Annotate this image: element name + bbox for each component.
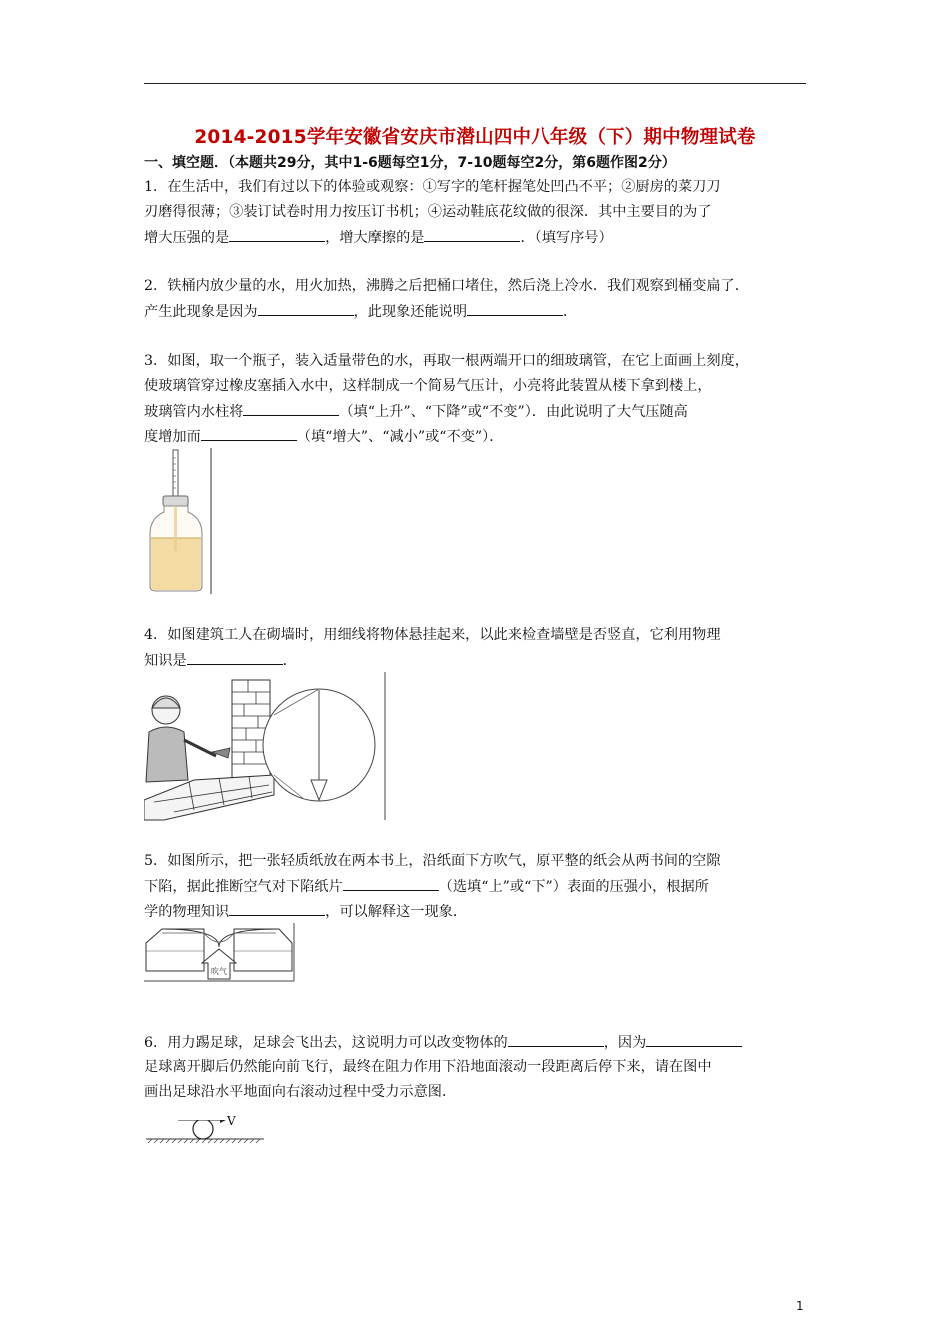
q5-text-a: 下陷，据此推断空气对下陷纸片	[144, 879, 343, 895]
q2-line1: 2．铁桶内放少量的水，用火加热，沸腾之后把桶口堵住，然后浇上冷水．我们观察到桶变扁了．	[144, 278, 749, 294]
q5-blank-2[interactable]	[229, 901, 325, 916]
ball-rolling-figure	[144, 1120, 266, 1146]
q3-line2: 使玻璃管穿过橡皮塞插入水中，这样制成一个简易气压计，小亮将此装置从楼下拿到楼上，	[144, 378, 712, 394]
q1-text-b: ，增大摩擦的是	[325, 230, 425, 246]
q4-text-a: 知识是	[144, 653, 187, 669]
bricklayer-plumb-figure	[144, 670, 389, 822]
q2-text-a: 产生此现象是因为	[144, 304, 258, 320]
q3-blank-2[interactable]	[201, 426, 297, 441]
header-rule	[144, 83, 806, 84]
q5-line1: 5．如图所示，把一张轻质纸放在两本书上，沿纸面下方吹气，原平整的纸会从两书间的空隙	[144, 853, 721, 869]
q6-line1	[144, 1032, 742, 1053]
q5-line2	[144, 876, 709, 897]
q1-line2: 刃磨得很薄；③装订试卷时用力按压订书机；④运动鞋底花纹做的很深．其中主要目的为了	[144, 204, 712, 220]
q1-text-a: 增大压强的是	[144, 230, 230, 246]
q1-blank-2[interactable]	[424, 227, 520, 242]
q5-text-b: （选填“上”或“下”）表面的压强小，根据所	[438, 879, 709, 895]
q3-text-b: （填“上升”、“下降”或“不变”）．由此说明了大气压随高	[339, 404, 688, 420]
q3-text-a: 玻璃管内水柱将	[144, 404, 244, 420]
blow-air-label: 吹气	[211, 967, 227, 976]
q2-blank-2[interactable]	[467, 301, 563, 316]
q6-blank-1[interactable]	[508, 1032, 604, 1047]
section-heading: 一、填空题．（本题共29分，其中1-6题每空1分，7-10题每空2分，第6题作图2分）	[144, 155, 676, 171]
q3-text-c: 度增加而	[144, 429, 201, 445]
page-title: 2014-2015学年安徽省安庆市潜山四中八年级（下）期中物理试卷	[194, 127, 756, 148]
q4-text-b: ．	[282, 653, 297, 669]
q1-text-c: ．（填写序号）	[520, 230, 613, 246]
q1-line1: 1．在生活中，我们有过以下的体验或观察：①写字的笔杆握笔处凹凸不平；②厨房的菜刀刀	[144, 179, 721, 195]
q2-line2	[144, 301, 577, 322]
q4-blank-1[interactable]	[187, 650, 283, 665]
q6-text-b: ，因为	[603, 1035, 647, 1051]
q1-line3	[144, 227, 613, 248]
q5-text-c: 学的物理知识	[144, 904, 230, 920]
q6-blank-2[interactable]	[646, 1032, 742, 1047]
q2-text-c: ．	[563, 304, 578, 320]
q3-line3	[144, 401, 688, 422]
q2-text-b: ，此现象还能说明	[353, 304, 468, 320]
q6-line3: 画出足球沿水平地面向右滚动过程中受力示意图．	[144, 1084, 457, 1100]
velocity-label: V	[227, 1114, 236, 1128]
q4-line2	[144, 650, 297, 671]
q5-line3	[144, 901, 467, 922]
q6-line2: 足球离开脚后仍然能向前飞行，最终在阻力作用下沿地面滚动一段距离后停下来，请在图中	[144, 1059, 712, 1075]
page-number: 1	[796, 1299, 804, 1313]
q2-blank-1[interactable]	[258, 301, 354, 316]
barometer-bottle-figure	[144, 446, 214, 596]
q4-line1: 4．如图建筑工人在砌墙时，用细线将物体悬挂起来，以此来检查墙壁是否竖直，它利用物理	[144, 627, 721, 643]
q6-text-a: 6．用力踢足球，足球会飞出去，这说明力可以改变物体的	[144, 1035, 508, 1051]
q3-text-d: （填“增大”、“减小”或“不变”）．	[296, 429, 504, 445]
q3-line1: 3．如图，取一个瓶子，装入适量带色的水，再取一根两端开口的细玻璃管，在它上面画上刻度，	[144, 353, 749, 369]
q3-blank-1[interactable]	[243, 401, 339, 416]
q1-blank-1[interactable]	[229, 227, 325, 242]
paper-books-figure	[144, 921, 299, 983]
q3-line4	[144, 426, 503, 447]
q5-blank-1[interactable]	[343, 876, 439, 891]
q5-text-d: ，可以解释这一现象．	[325, 904, 468, 920]
